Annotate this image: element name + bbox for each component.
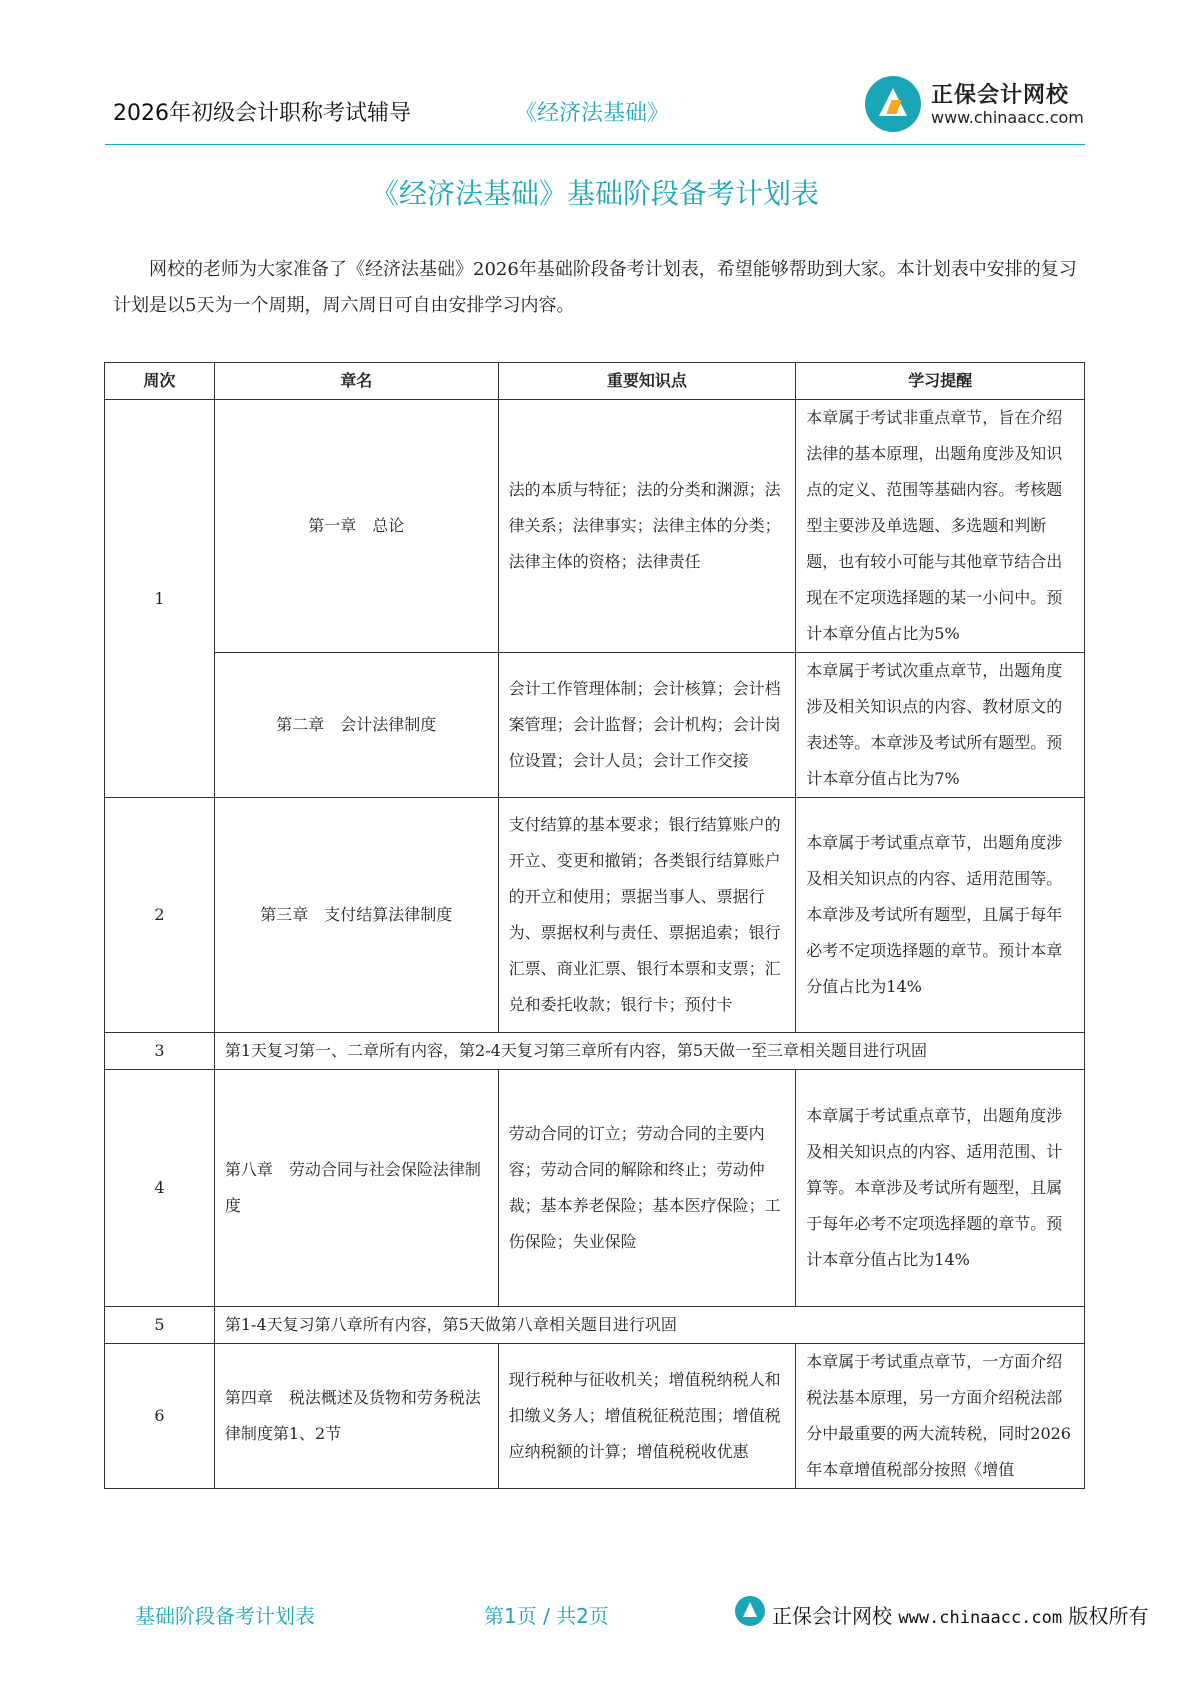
table-row [105, 798, 1085, 1033]
key-points-cell: 支付结算的基本要求；银行结算账户的开立、变更和撤销；各类银行结算账户的开立和使用；票据当事人、票据行为、票据权利与责任、票据追索；银行汇票、商业汇票、银行本票和支票；汇兑和委托收款；银行卡；预付卡 [498, 798, 796, 1033]
header-week: 周次 [105, 363, 215, 400]
key-points-cell: 现行税种与征收机关；增值税纳税人和扣缴义务人；增值税征税范围；增值税应纳税额的计算；增值税税收优惠 [498, 1344, 796, 1489]
week-cell: 1 [105, 400, 215, 798]
footer-logo-icon [735, 1596, 765, 1626]
plan-cell: 第1-4天复习第八章所有内容，第5天做第八章相关题目进行巩固 [214, 1307, 1084, 1344]
header-tips: 学习提醒 [796, 363, 1085, 400]
table-row [105, 1070, 1085, 1307]
footer-brand-name: 正保会计网校 [772, 1604, 892, 1628]
chapter-cell: 第八章 劳动合同与社会保险法律制度 [214, 1070, 498, 1307]
header-key-points: 重要知识点 [498, 363, 796, 400]
chapter-cell: 第三章 支付结算法律制度 [214, 798, 498, 1033]
tip-cell: 本章属于考试非重点章节，旨在介绍法律的基本原理，出题角度涉及知识点的定义、范围等基础内容。考核题型主要涉及单选题、多选题和判断题，也有较小可能与其他章节结合出现在不定项选择题的某一小问中。预计本章分值占比为5% [796, 400, 1085, 653]
footer-doc-name: 基础阶段备考计划表 [135, 1604, 315, 1628]
page-header [105, 74, 1085, 146]
footer-brand [772, 1600, 1148, 1629]
brand-logo-icon [865, 76, 921, 132]
table-header-row [105, 363, 1085, 400]
tip-cell: 本章属于考试重点章节，一方面介绍税法基本原理，另一方面介绍税法部分中最重要的两大流转税，同时2026年本章增值税部分按照《增值 [796, 1344, 1085, 1489]
header-divider [105, 144, 1085, 145]
plan-cell: 第1天复习第一、二章所有内容，第2-4天复习第三章所有内容，第5天做一至三章相关题目进行巩固 [214, 1033, 1084, 1070]
week-cell: 5 [105, 1307, 215, 1344]
week-cell: 3 [105, 1033, 215, 1070]
tip-cell: 本章属于考试次重点章节，出题角度涉及相关知识点的内容、教材原文的表述等。本章涉及考试所有题型。预计本章分值占比为7% [796, 653, 1085, 798]
tip-cell: 本章属于考试重点章节，出题角度涉及相关知识点的内容、适用范围等。本章涉及考试所有题型，且属于每年必考不定项选择题的章节。预计本章分值占比为14% [796, 798, 1085, 1033]
brand-logo [865, 74, 1085, 136]
table-row [105, 400, 1085, 653]
table-row [105, 1344, 1085, 1489]
chapter-cell: 第一章 总论 [214, 400, 498, 653]
key-points-cell: 劳动合同的订立；劳动合同的主要内容；劳动合同的解除和终止；劳动仲裁；基本养老保险；基本医疗保险；工伤保险；失业保险 [498, 1070, 796, 1307]
tip-cell: 本章属于考试重点章节，出题角度涉及相关知识点的内容、适用范围、计算等。本章涉及考试所有题型，且属于每年必考不定项选择题的章节。预计本章分值占比为14% [796, 1070, 1085, 1307]
key-points-cell: 法的本质与特征；法的分类和渊源；法律关系；法律事实；法律主体的分类；法律主体的资格；法律责任 [498, 400, 796, 653]
chapter-cell: 第四章 税法概述及货物和劳务税法律制度第1、2节 [214, 1344, 498, 1489]
page-footer [0, 1592, 1190, 1632]
week-cell: 2 [105, 798, 215, 1033]
exam-title: 2026年初级会计职称考试辅导 [113, 101, 411, 126]
page-number: 第1页 / 共2页 [484, 1604, 609, 1628]
table-row [105, 1307, 1085, 1344]
chapter-cell: 第二章 会计法律制度 [214, 653, 498, 798]
week-cell: 4 [105, 1070, 215, 1307]
brand-url: www.chinaacc.com [931, 108, 1084, 127]
table-row [105, 653, 1085, 798]
brand-name: 正保会计网校 [931, 83, 1070, 108]
week-cell: 6 [105, 1344, 215, 1489]
key-points-cell: 会计工作管理体制；会计核算；会计档案管理；会计监督；会计机构；会计岗位设置；会计人员；会计工作交接 [498, 653, 796, 798]
subject-name: 《经济法基础》 [515, 101, 670, 126]
study-plan-table [104, 362, 1085, 1489]
header-chapter: 章名 [214, 363, 498, 400]
footer-brand-url[interactable]: www.chinaacc.com [898, 1608, 1063, 1628]
table-row [105, 1033, 1085, 1070]
document-title: 《经济法基础》基础阶段备考计划表 [370, 177, 819, 210]
intro-paragraph: 网校的老师为大家准备了《经济法基础》2026年基础阶段备考计划表，希望能够帮助到大家。本计划表中安排的复习计划是以5天为一个周期，周六周日可自由安排学习内容。 [113, 259, 1077, 316]
footer-rights: 版权所有 [1068, 1604, 1149, 1628]
